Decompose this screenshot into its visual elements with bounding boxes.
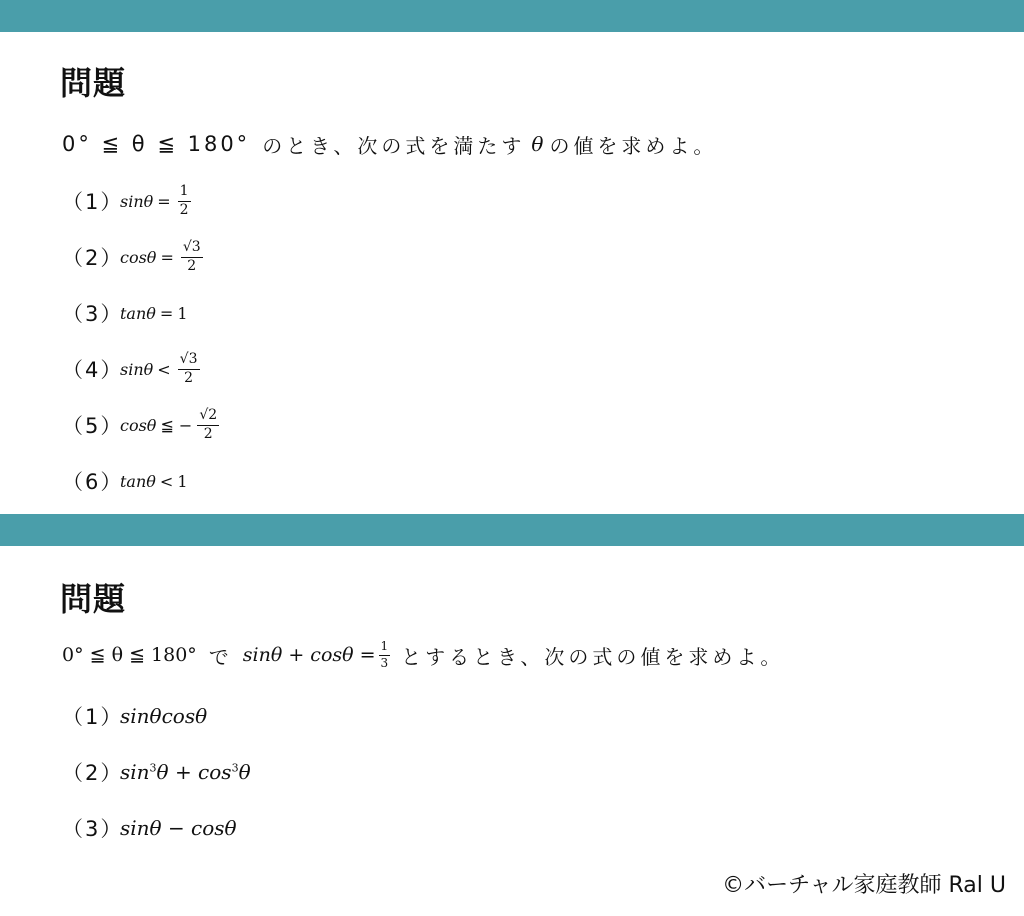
item-number: （2） (62, 761, 124, 785)
section2-item-3 (62, 808, 237, 848)
item-operator: < (157, 359, 171, 379)
section1-title: 問題 (60, 64, 127, 102)
copyright-text: ©バーチャル家庭教師 Ral U (722, 873, 1006, 898)
section1-condition (62, 124, 717, 164)
item-number: （3） (62, 302, 124, 326)
item-fraction: $\frac{√3}{2}$ (182, 239, 201, 274)
item-operator: ≦ − (160, 415, 193, 435)
section1-item-5 (62, 405, 222, 445)
item-rhs: 1 (177, 471, 188, 491)
item-number: （1） (62, 705, 124, 729)
condition-range: 0° ≦ θ ≦ 180° (62, 644, 197, 666)
section2-item-1 (62, 696, 207, 736)
item-expr: $\sin^3\theta + \cos^3\theta$ (120, 760, 251, 784)
item-number: （3） (62, 817, 124, 841)
item-lhs: sinθ (120, 191, 154, 211)
condition-end: とするとき、次の式の値を求めよ。 (401, 644, 785, 669)
item-fraction: $\frac{√3}{2}$ (179, 351, 198, 386)
condition-expr: sinθ + cosθ = (242, 644, 376, 666)
section2-item-2 (62, 752, 251, 792)
item-number: （1） (62, 190, 124, 214)
section2-condition (62, 635, 784, 675)
section1-item-2 (62, 237, 206, 277)
top-banner (0, 0, 1024, 32)
item-lhs: tanθ (120, 303, 156, 323)
condition-de: で (208, 644, 233, 669)
item-lhs: tanθ (120, 471, 156, 491)
item-expr: sinθcosθ (120, 704, 208, 728)
condition-end: の値を求めよ。 (549, 133, 718, 158)
section1-item-6 (62, 461, 188, 501)
section1-item-3 (62, 293, 188, 333)
middle-banner (0, 514, 1024, 546)
item-number: （6） (62, 470, 124, 494)
section2-title: 問題 (60, 580, 127, 618)
condition-range: 0° ≦ θ ≦ 180° (62, 132, 251, 156)
item-number: （5） (62, 414, 124, 438)
section1-item-1 (62, 181, 194, 221)
condition-theta: θ (531, 132, 544, 156)
item-rhs: 1 (177, 303, 188, 323)
item-lhs: sinθ (120, 359, 154, 379)
condition-text: のとき、次の式を満たす (262, 133, 526, 158)
item-operator: = (160, 247, 174, 267)
item-number: （2） (62, 246, 124, 270)
item-lhs: cosθ (120, 415, 157, 435)
item-expr: sinθ − cosθ (120, 816, 237, 840)
item-fraction: $\frac{1}{2}$ (179, 183, 189, 218)
item-number: （4） (62, 358, 124, 382)
section1-item-4 (62, 349, 203, 389)
item-lhs: cosθ (120, 247, 157, 267)
item-operator: = (157, 191, 171, 211)
condition-fraction: $\frac{1}{3}$ (380, 639, 389, 670)
item-operator: = (159, 303, 174, 323)
item-fraction: $\frac{√2}{2}$ (199, 407, 218, 442)
item-operator: < (159, 471, 174, 491)
